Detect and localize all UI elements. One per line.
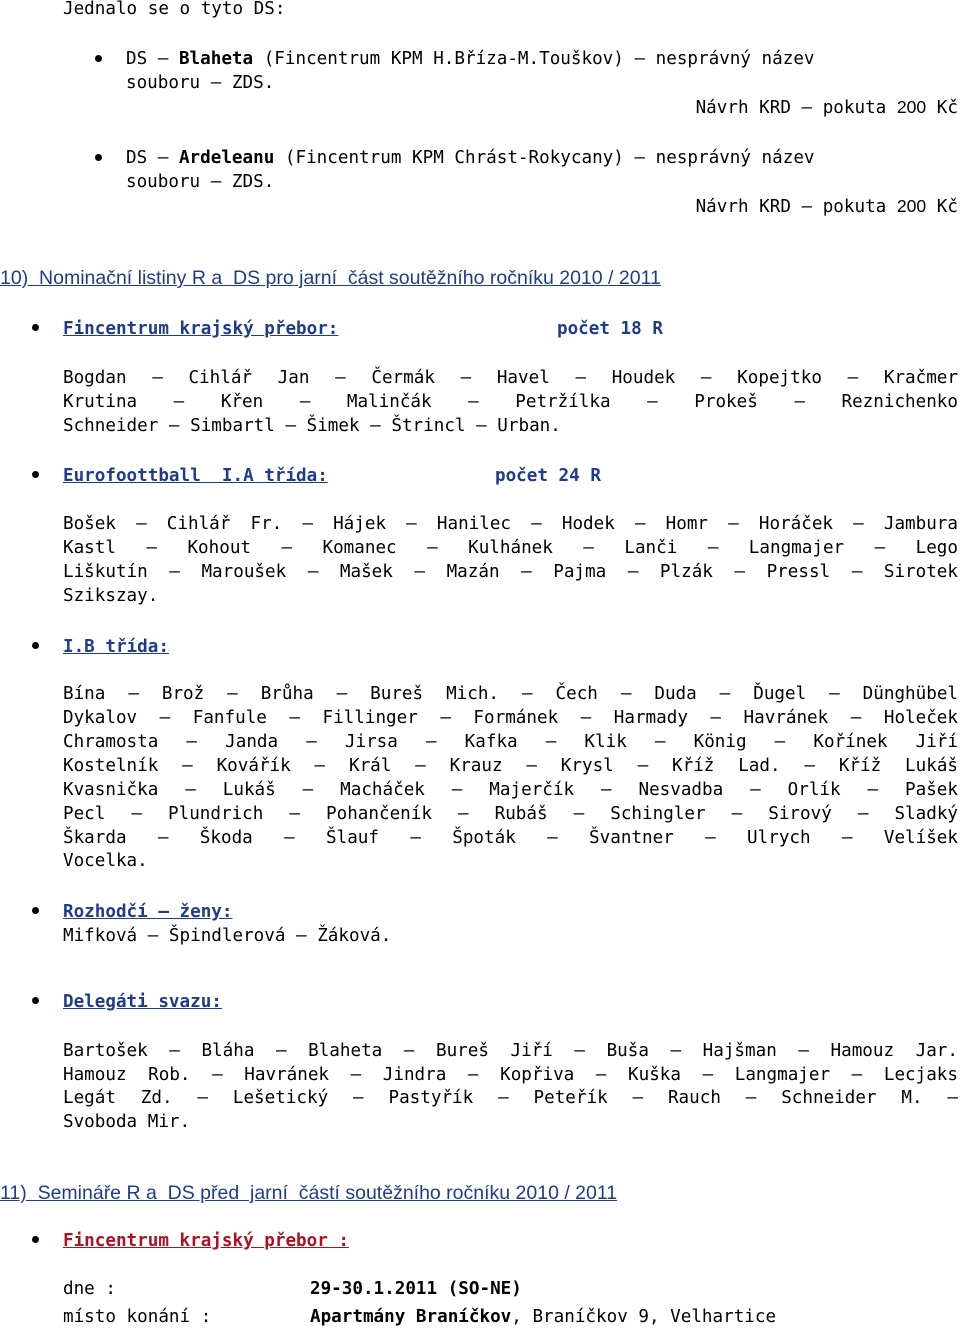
- section-10-title: 10) Nominační listiny R a DS pro jarní část soutěžního ročníku 2010 / 2011: [0, 267, 661, 289]
- ds-item-1-penalty: Návrh KRD – pokuta 200 Kč: [695, 97, 958, 118]
- ds-item-2-line2: souboru – ZDS.: [126, 172, 275, 192]
- name-line: Krutina – Křen – Malinčák – Petržílka – Prokeš – Reznichenko: [63, 392, 958, 412]
- name-line: Legát Zd. – Lešetický – Pastyřík – Peteřík – Rauch – Schneider M. –: [63, 1088, 958, 1108]
- bullet-icon: [32, 471, 39, 478]
- name-line: Kostelník – Kovářík – Král – Krauz – Krysl – Kříž Lad. – Kříž Lukáš: [63, 756, 958, 776]
- name-line: Bína – Brož – Brůha – Bureš Mich. – Čech – Duda – Ďugel – Dünghübel: [63, 684, 958, 704]
- group-heading-kp: Fincentrum krajský přebor:: [63, 319, 339, 339]
- name-line: Chramosta – Janda – Jirsa – Kafka – Klik – König – Kořínek Jiří: [63, 732, 958, 752]
- bullet-icon: [32, 642, 39, 649]
- seminar-heading: Fincentrum krajský přebor :: [63, 1231, 349, 1251]
- bullet-icon: [32, 997, 39, 1004]
- group-count-ia: počet 24 R: [495, 466, 601, 486]
- bullet-icon: [95, 55, 102, 62]
- group-heading-women: Rozhodčí – ženy:: [63, 902, 233, 922]
- place-value: Apartmány Braníčkov, Braníčkov 9, Velhartice: [310, 1307, 777, 1327]
- name-line: Vocelka.: [63, 851, 148, 871]
- intro-text: Jednalo se o tyto DS:: [63, 0, 286, 19]
- bullet-icon: [32, 907, 39, 914]
- name-line: Hamouz Rob. – Havránek – Jindra – Kopřiva – Kuška – Langmajer – Lecjaks: [63, 1065, 958, 1085]
- ds-item-1-line2: souboru – ZDS.: [126, 73, 275, 93]
- ds-item-2-penalty: Návrh KRD – pokuta 200 Kč: [695, 196, 958, 217]
- name-line: Kastl – Kohout – Komanec – Kulhánek – Lanči – Langmajer – Lego: [63, 538, 958, 558]
- date-label: dne :: [63, 1279, 116, 1299]
- name-line: Pecl – Plundrich – Pohančeník – Rubáš – Schingler – Sirový – Sladký: [63, 804, 958, 824]
- name-line: Bogdan – Cihlář Jan – Čermák – Havel – Houdek – Kopejtko – Kračmer: [63, 368, 958, 388]
- name-line: Liškutín – Maroušek – Mašek – Mazán – Pajma – Plzák – Pressl – Sirotek: [63, 562, 958, 582]
- name-line: Mifková – Špindlerová – Žáková.: [63, 926, 392, 946]
- section-11-title: 11) Semináře R a DS před jarní částí soutěžního ročníku 2010 / 2011: [0, 1182, 618, 1204]
- ds-name: Ardeleanu: [178, 148, 275, 168]
- group-count-kp: počet 18 R: [557, 319, 663, 339]
- place-label: místo konání :: [63, 1307, 212, 1327]
- name-line: Bartošek – Bláha – Blaheta – Bureš Jiří – Buša – Hajšman – Hamouz Jar.: [63, 1041, 958, 1061]
- name-line: Schneider – Simbartl – Šimek – Štrincl – Urban.: [63, 416, 561, 436]
- group-heading-delegates: Delegáti svazu:: [63, 992, 222, 1012]
- ds-item-1-line1: DS – Blaheta (Fincentrum KPM H.Bříza-M.Touškov) – nesprávný název: [126, 49, 815, 69]
- date-value: 29-30.1.2011 (SO-NE): [310, 1279, 522, 1299]
- bullet-icon: [32, 324, 39, 331]
- name-line: Svoboda Mir.: [63, 1112, 191, 1132]
- name-line: Škarda – Škoda – Šlauf – Špoták – Švantner – Ulrych – Velíšek: [63, 828, 958, 848]
- ds-item-2-line1: DS – Ardeleanu (Fincentrum KPM Chrást-Rokycany) – nesprávný název: [126, 148, 815, 168]
- bullet-icon: [95, 154, 102, 161]
- bullet-icon: [32, 1236, 39, 1243]
- name-line: Bošek – Cihlář Fr. – Hájek – Hanilec – Hodek – Homr – Horáček – Jambura: [63, 514, 958, 534]
- ds-name: Blaheta: [178, 49, 254, 69]
- name-line: Szikszay.: [63, 586, 159, 606]
- name-line: Dykalov – Fanfule – Fillinger – Formánek – Harmady – Havránek – Holeček: [63, 708, 958, 728]
- name-line: Kvasnička – Lukáš – Macháček – Majerčík – Nesvadba – Orlík – Pašek: [63, 780, 958, 800]
- group-heading-ib: I.B třída:: [63, 637, 169, 657]
- group-heading-ia: Eurofoottball I.A třída:: [63, 466, 328, 486]
